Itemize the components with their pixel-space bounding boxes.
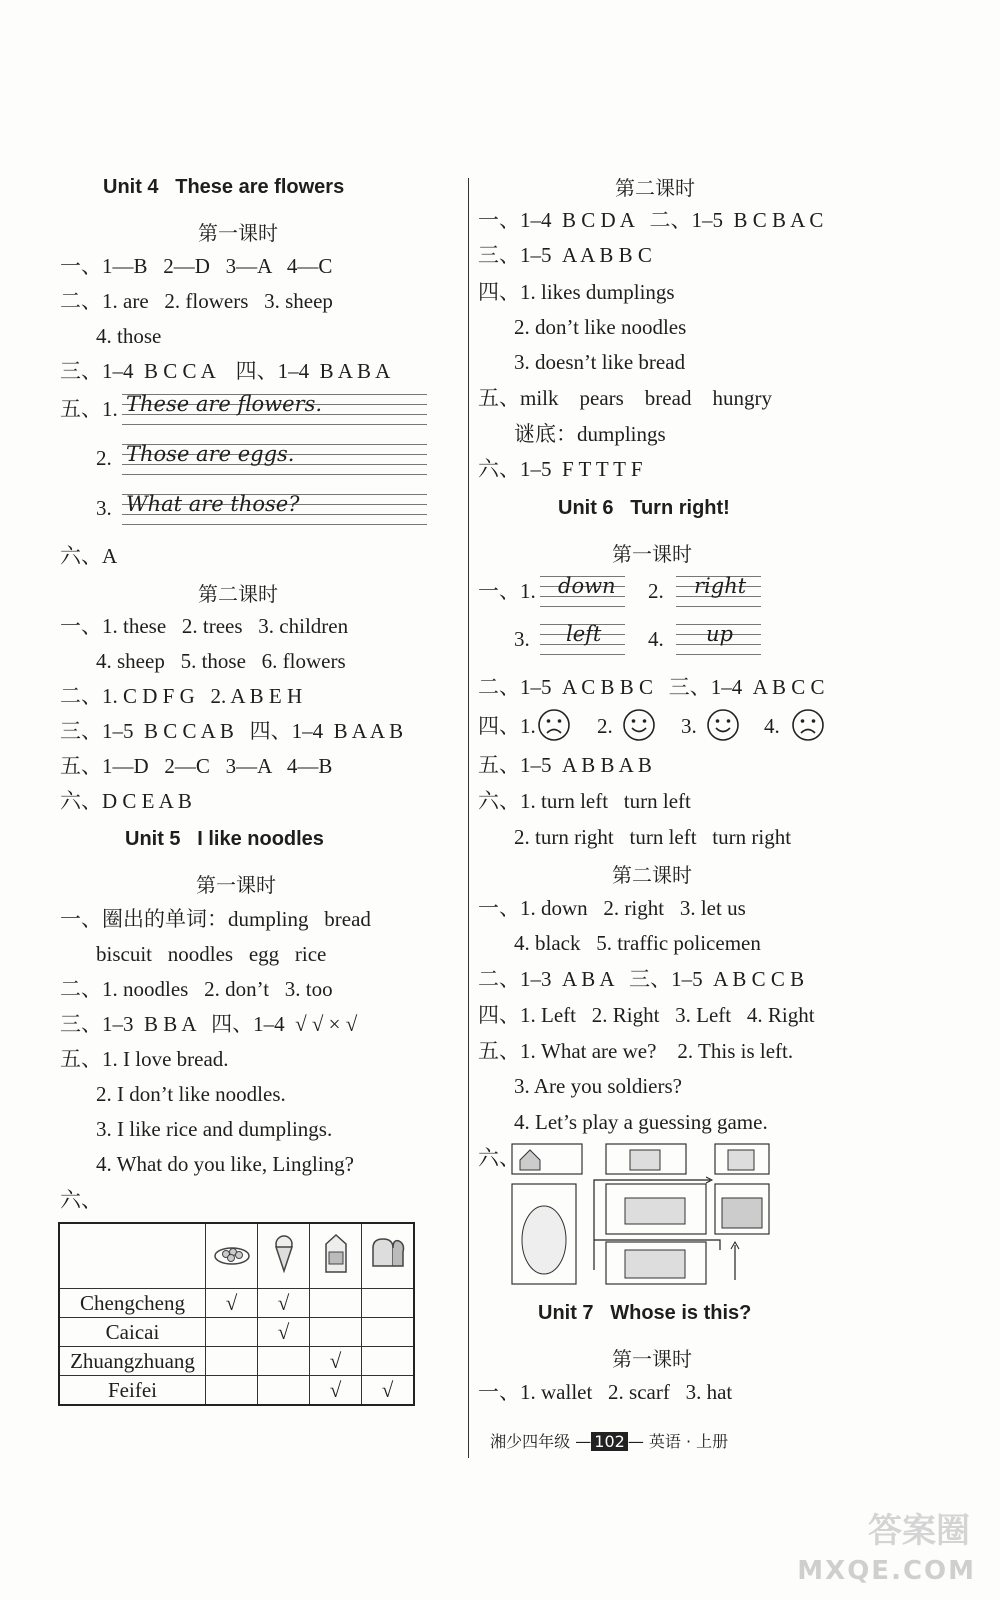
table-cell	[362, 1318, 415, 1347]
table-cell	[310, 1289, 362, 1318]
table-cell	[258, 1347, 310, 1376]
lesson-heading: 第二课时	[615, 176, 695, 200]
table-row	[59, 1376, 414, 1406]
route-map-illustration	[510, 1140, 770, 1288]
answer-line: 六、	[60, 1188, 102, 1212]
answer-line: 3.	[514, 627, 530, 651]
handwritten-answer: What are those?	[126, 492, 300, 516]
answer-line: 四、1.	[478, 714, 536, 738]
table-cell-name: Caicai	[59, 1318, 206, 1347]
answer-line: 4.	[648, 627, 664, 651]
table-cell	[362, 1347, 415, 1376]
answer-line: 一、1. these 2. trees 3. children	[60, 614, 349, 638]
answer-line: 四、1. Left 2. Right 3. Left 4. Right	[478, 1003, 815, 1027]
lesson-heading: 第二课时	[612, 863, 692, 887]
answer-line: 五、1. I love bread.	[60, 1047, 229, 1071]
table-cell	[258, 1376, 310, 1406]
answer-line: 4. those	[96, 324, 162, 348]
unit4-title: Unit 4 These are flowers	[103, 176, 345, 198]
unit6-title: Unit 6 Turn right!	[558, 497, 730, 519]
answer-line: 2. turn right turn left turn right	[514, 825, 792, 849]
answer-line: 二、1. are 2. flowers 3. sheep	[60, 289, 333, 313]
answer-line: 一、1.	[478, 579, 536, 603]
lesson-heading: 第一课时	[612, 542, 692, 566]
table-row	[59, 1347, 414, 1376]
answer-line: biscuit noodles egg rice	[96, 942, 327, 966]
bread-icon	[362, 1223, 415, 1289]
answer-line: 五、1–5 A B B A B	[478, 753, 652, 777]
answer-line: 六、1–5 F T T T F	[478, 457, 643, 481]
column-divider	[468, 178, 469, 1458]
watermark-logo: 答案圈	[868, 1511, 970, 1551]
answer-line: 3.	[96, 496, 112, 520]
footer-subject: — 英语 · 上册	[627, 1432, 729, 1451]
milk-carton-icon	[310, 1223, 362, 1289]
answer-line: 4. What do you like, Lingling?	[96, 1152, 354, 1176]
answer-line: 一、1. wallet 2. scarf 3. hat	[478, 1380, 733, 1404]
unit7-title: Unit 7 Whose is this?	[538, 1302, 752, 1324]
answer-line: 2. don’t like noodles	[514, 315, 687, 339]
table-cell	[206, 1318, 258, 1347]
answer-line: 3. doesn’t like bread	[514, 350, 686, 374]
unit5-title: Unit 5 I like noodles	[125, 828, 324, 850]
food-preference-table	[58, 1222, 415, 1406]
answer-line: 谜底：dumplings	[514, 422, 666, 446]
handwriting-line	[122, 390, 427, 430]
table-row	[59, 1318, 414, 1347]
lesson-heading: 第一课时	[198, 221, 278, 245]
table-cell: √	[310, 1376, 362, 1406]
answer-line: 四、1. likes dumplings	[478, 280, 675, 304]
answer-line: 一、1—B 2—D 3—A 4—C	[60, 254, 333, 278]
table-cell: √	[362, 1376, 415, 1406]
answer-line: 二、1. C D F G 2. A B E H	[60, 684, 303, 708]
happy-face-icon	[622, 708, 656, 742]
answer-line: 三、1–5 B C C A B 四、1–4 B A A B	[60, 719, 404, 743]
watermark-url: MXQE.COM	[797, 1556, 976, 1586]
sad-face-icon	[537, 708, 571, 742]
answer-line: 三、1–3 B B A 四、1–4 √ √ × √	[60, 1012, 358, 1036]
table-cell	[206, 1376, 258, 1406]
answer-line: 三、1–4 B C C A 四、1–4 B A B A	[60, 359, 391, 383]
table-cell	[206, 1347, 258, 1376]
handwritten-answer: Those are eggs.	[126, 442, 295, 466]
table-cell-name: Feifei	[59, 1376, 206, 1406]
handwriting-line	[122, 490, 427, 530]
handwriting-line	[122, 440, 427, 480]
answer-line: 一、1. down 2. right 3. let us	[478, 896, 746, 920]
answer-line: 五、1—D 2—C 3—A 4—B	[60, 754, 333, 778]
answer-line: 一、1–4 B C D A 二、1–5 B C B A C	[478, 208, 824, 232]
dumplings-plate-icon	[206, 1223, 258, 1289]
answer-line: 4. black 5. traffic policemen	[514, 931, 761, 955]
answer-line: 二、1–5 A C B B C 三、1–4 A B C C	[478, 675, 825, 699]
handwriting-line	[676, 572, 761, 612]
lesson-heading: 第一课时	[196, 873, 276, 897]
answer-line: 六、1. turn left turn left	[478, 789, 691, 813]
footer-grade: 湘少四年级 —	[490, 1432, 592, 1451]
handwritten-answer: These are flowers.	[126, 392, 323, 416]
table-cell: √	[258, 1318, 310, 1347]
answer-line: 4.	[764, 714, 780, 738]
handwriting-line	[676, 620, 761, 660]
sad-face-icon	[791, 708, 825, 742]
answer-line: 三、1–5 A A B B C	[478, 243, 652, 267]
answer-line: 五、milk pears bread hungry	[478, 386, 772, 410]
answer-line: 2.	[96, 446, 112, 470]
table-corner	[59, 1223, 206, 1289]
answer-line: 六、	[478, 1146, 520, 1170]
answer-line: 二、1. noodles 2. don’t 3. too	[60, 977, 333, 1001]
handwritten-answer: up	[706, 622, 733, 646]
happy-face-icon	[706, 708, 740, 742]
handwriting-line	[540, 620, 625, 660]
answer-line: 2. I don’t like noodles.	[96, 1082, 286, 1106]
ice-cream-icon	[258, 1223, 310, 1289]
handwritten-answer: down	[558, 574, 616, 598]
answer-line: 4. Let’s play a guessing game.	[514, 1110, 768, 1134]
table-row	[59, 1289, 414, 1318]
answer-line: 3.	[681, 714, 697, 738]
answer-line: 六、A	[60, 544, 118, 568]
table-cell: √	[206, 1289, 258, 1318]
answer-line: 2.	[648, 579, 664, 603]
table-cell	[362, 1289, 415, 1318]
answer-line: 五、1. What are we? 2. This is left.	[478, 1039, 794, 1063]
table-cell-name: Chengcheng	[59, 1289, 206, 1318]
table-cell-name: Zhuangzhuang	[59, 1347, 206, 1376]
answer-line: 2.	[597, 714, 613, 738]
handwriting-line	[540, 572, 625, 612]
table-cell	[310, 1318, 362, 1347]
answer-line: 二、1–3 A B A 三、1–5 A B C C B	[478, 967, 805, 991]
answer-line: 六、D C E A B	[60, 789, 192, 813]
handwritten-answer: left	[566, 622, 602, 646]
page-number: 102	[591, 1432, 628, 1451]
answer-line: 一、圈出的单词：dumpling bread	[60, 907, 371, 931]
lesson-heading: 第一课时	[612, 1347, 692, 1371]
lesson-heading: 第二课时	[198, 582, 278, 606]
answer-line: 五、1.	[60, 397, 118, 421]
answer-line: 4. sheep 5. those 6. flowers	[96, 649, 346, 673]
answer-line: 3. Are you soldiers?	[514, 1074, 682, 1098]
table-cell: √	[310, 1347, 362, 1376]
page-footer	[480, 1410, 728, 1452]
answer-line: 3. I like rice and dumplings.	[96, 1117, 333, 1141]
table-cell: √	[258, 1289, 310, 1318]
handwritten-answer: right	[694, 574, 747, 598]
